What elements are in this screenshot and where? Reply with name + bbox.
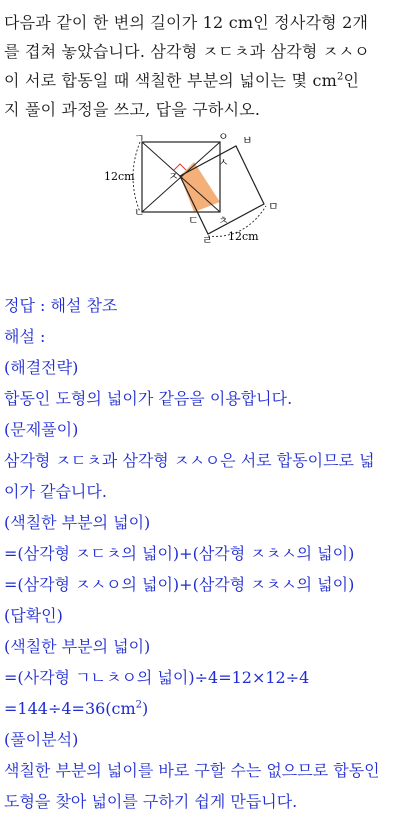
answer-line-16: 색칠한 부분의 넓이를 바로 구할 수는 없으므로 합동인 <box>4 761 380 780</box>
answer-line-1: 정답 : 해설 참조 <box>4 296 118 315</box>
bottom-length-label: 12cm <box>228 230 259 243</box>
label-ch: ㅊ <box>218 214 229 227</box>
label-d: ㄷ <box>188 214 199 227</box>
left-length-label: 12cm <box>104 170 135 183</box>
answer-line-17: 도형을 찾아 넓이를 구하기 쉽게 만듭니다. <box>4 792 298 811</box>
problem-line-3-tail: 인 <box>343 71 360 90</box>
problem-line-4: 지 풀이 과정을 쓰고, 답을 구하시오. <box>4 100 261 119</box>
unit-exponent: 2 <box>336 71 344 83</box>
problem-line-2: 를 겹쳐 놓았습니다. 삼각형 ㅈㄷㅊ과 삼각형 ㅈㅅㅇ <box>4 42 370 61</box>
answer-unit-exponent: 2 <box>135 699 143 711</box>
answer-line-2: 해설 : <box>4 327 46 346</box>
problem-line-3-text: 이 서로 합동일 때 색칠한 부분의 넓이는 몇 cm <box>4 71 337 90</box>
answer-line-6: 삼각형 ㅈㄷㅊ과 삼각형 ㅈㅅㅇ은 서로 합동이므로 넓 <box>4 451 375 470</box>
problem-line-3 <box>4 66 398 95</box>
answer-line-14 <box>4 693 398 724</box>
label-o: ㅇ <box>218 130 229 143</box>
answer-line-11: (답확인) <box>4 606 63 625</box>
label-s: ㅅ <box>218 156 229 169</box>
answer-line-10: =(삼각형 ㅈㅅㅇ의 넓이)+(삼각형 ㅈㅊㅅ의 넓이) <box>4 575 355 594</box>
answer-line-12: (색칠한 부분의 넓이) <box>4 637 151 656</box>
label-n: ㄴ <box>134 206 145 219</box>
answer-line-4: 합동인 도형의 넓이가 같음을 이용합니다. <box>4 389 293 408</box>
answer-line-13: =(사각형 ㄱㄴㅊㅇ의 넓이)÷4=12×12÷4 <box>4 668 310 687</box>
label-m: ㅁ <box>268 200 279 213</box>
answer-line-3: (해결전략) <box>4 358 79 377</box>
label-r: ㄹ <box>202 234 213 247</box>
answer-line-14-text: =144÷4=36(cm <box>4 699 136 718</box>
answer-section <box>4 290 398 817</box>
answer-line-5: (문제풀이) <box>4 420 79 439</box>
problem-text <box>4 8 398 124</box>
square-overlap-figure <box>104 128 304 248</box>
answer-line-9: =(삼각형 ㅈㄷㅊ의 넓이)+(삼각형 ㅈㅊㅅ의 넓이) <box>4 544 355 563</box>
label-j: ㅈ <box>168 170 179 183</box>
problem-line-1: 다음과 같이 한 변의 길이가 12 cm인 정사각형 2개 <box>4 13 369 32</box>
answer-line-15: (풀이분석) <box>4 730 79 749</box>
answer-line-14-tail: ) <box>142 699 149 718</box>
label-b: ㅂ <box>242 134 253 147</box>
label-g: ㄱ <box>134 132 145 145</box>
answer-line-8: (색칠한 부분의 넓이) <box>4 513 151 532</box>
answer-line-7: 이가 같습니다. <box>4 482 107 501</box>
